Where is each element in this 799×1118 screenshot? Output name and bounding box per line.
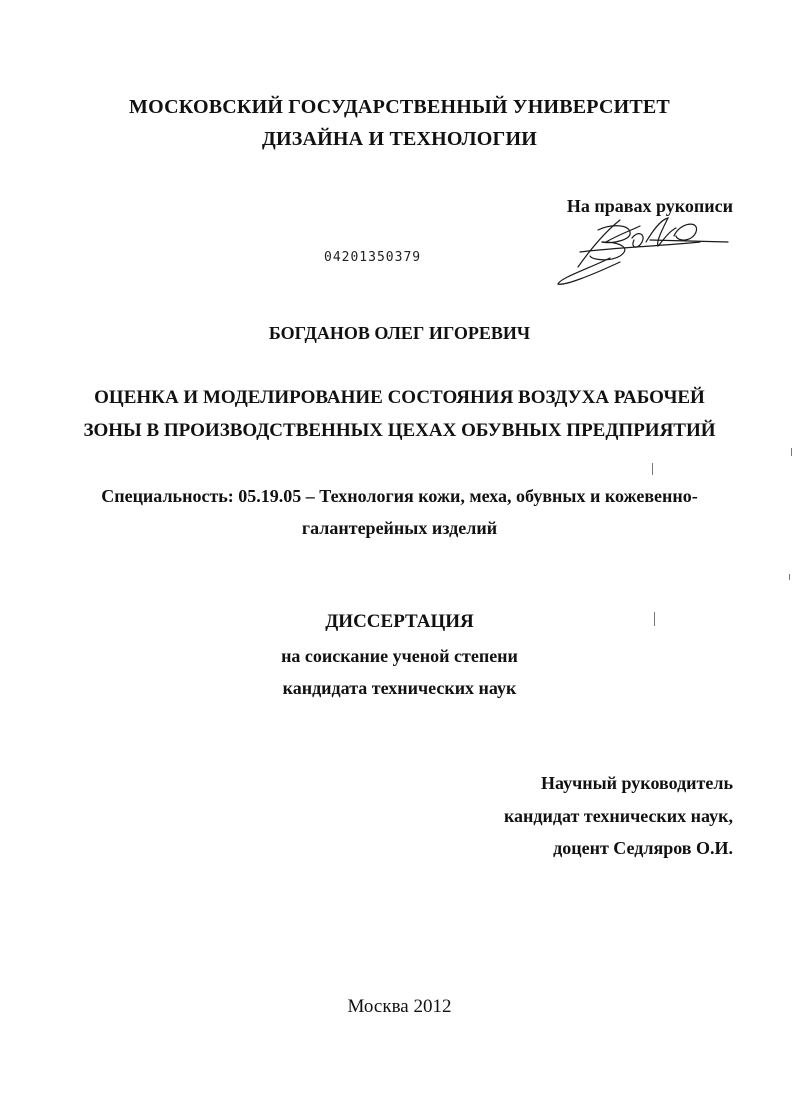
supervisor-name: доцент Седляров О.И. xyxy=(553,838,733,858)
scan-speck xyxy=(791,448,792,456)
scan-speck xyxy=(652,463,653,475)
scan-speck xyxy=(789,574,790,580)
registration-number: 04201350379 xyxy=(324,250,422,265)
university-name-line-1: МОСКОВСКИЙ ГОСУДАРСТВЕННЫЙ УНИВЕРСИТЕТ xyxy=(129,96,670,118)
work-type-heading: ДИССЕРТАЦИЯ xyxy=(325,611,474,632)
author-name: БОГДАНОВ ОЛЕГ ИГОРЕВИЧ xyxy=(268,323,531,343)
manuscript-rights-note: На правах рукописи xyxy=(566,196,733,216)
scan-speck xyxy=(654,612,655,626)
specialty-line-2: галантерейных изделий xyxy=(301,518,498,538)
dissertation-title-line-2: ЗОНЫ В ПРОИЗВОДСТВЕННЫХ ЦЕХАХ ОБУВНЫХ ПРЕДПРИЯТИЙ xyxy=(83,420,716,441)
specialty-line-1: Специальность: 05.19.05 – Технология кожи, меха, обувных и кожевенно- xyxy=(101,486,698,506)
supervisor-degree: кандидат технических наук, xyxy=(503,806,733,826)
degree-line-2: кандидата технических наук xyxy=(282,678,517,698)
degree-line-1: на соискание ученой степени xyxy=(281,646,518,666)
handwritten-signature xyxy=(550,212,740,292)
city-and-year: Москва 2012 xyxy=(347,996,452,1017)
university-name-line-2: ДИЗАЙНА И ТЕХНОЛОГИИ xyxy=(262,128,537,150)
dissertation-title-line-1: ОЦЕНКА И МОДЕЛИРОВАНИЕ СОСТОЯНИЯ ВОЗДУХА РАБОЧЕЙ xyxy=(94,387,705,408)
supervisor-label: Научный руководитель xyxy=(541,773,733,793)
